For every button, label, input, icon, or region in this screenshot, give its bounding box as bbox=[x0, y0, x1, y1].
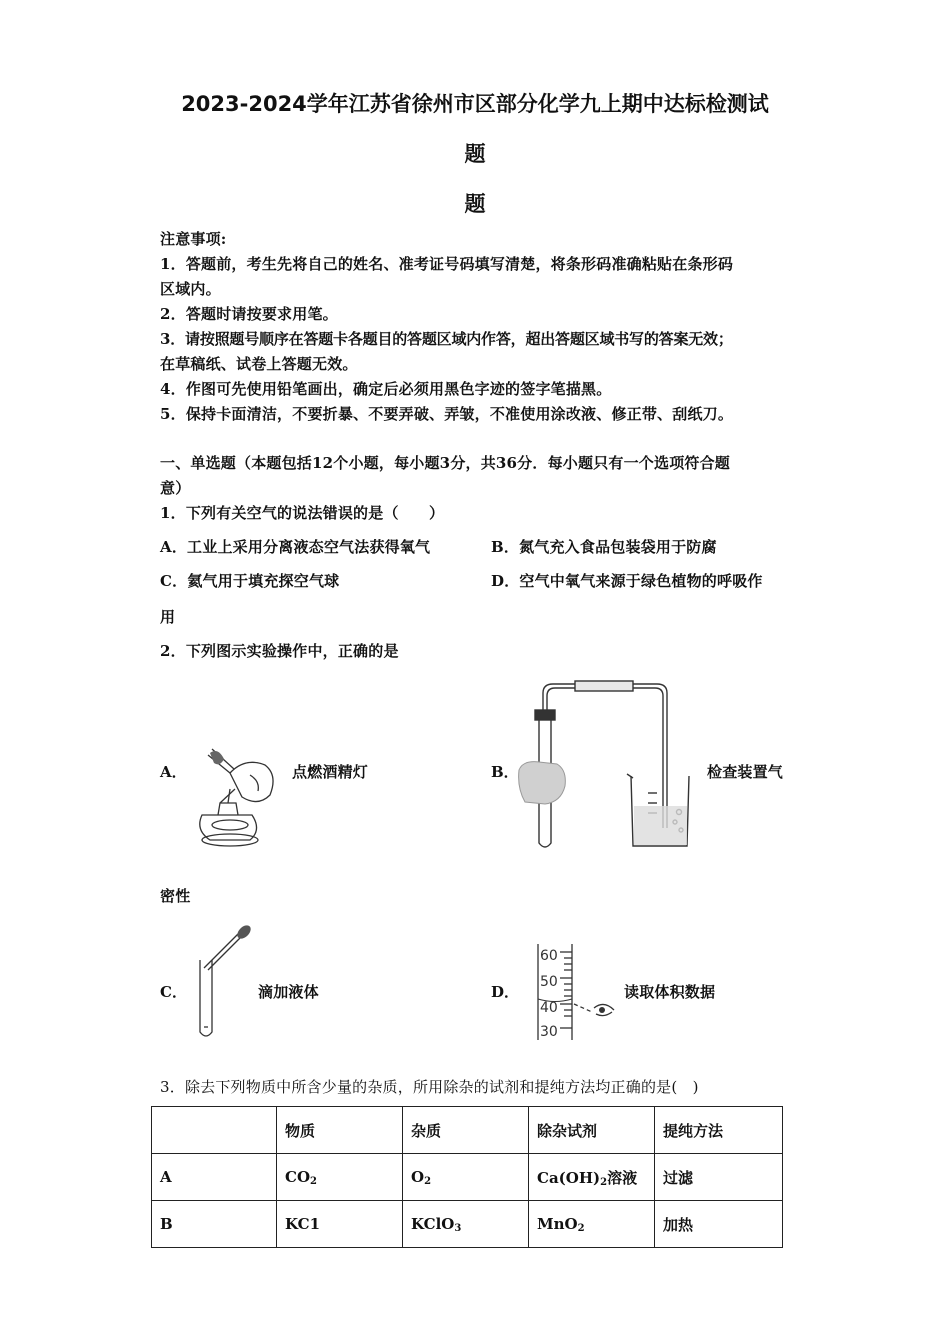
notice-item: 1．答题前，考生先将自己的姓名、准考证号码填写清楚，将条形码准确粘贴在条形码 bbox=[160, 255, 734, 273]
graduated-cylinder-figure bbox=[530, 942, 625, 1042]
page-title: 2023-2024学年江苏省徐州市区部分化学九上期中达标检测试 bbox=[181, 92, 769, 116]
cylinder-tick: 60 bbox=[540, 948, 558, 964]
table-header-cell: 除杂试剂 bbox=[529, 1107, 655, 1154]
table-header-cell bbox=[152, 1107, 277, 1154]
page-title-cont: 题 bbox=[464, 142, 486, 166]
q3-stem: 3．除去下列物质中所含少量的杂质，所用除杂的试剂和提纯方法均正确的是( ) bbox=[160, 1078, 699, 1096]
table-header-cell: 物质 bbox=[277, 1107, 403, 1154]
notice-item: 5．保持卡面清洁，不要折暴、不要弄破、弄皱，不准使用涂改液、修正带、刮纸刀。 bbox=[160, 405, 734, 423]
table-row bbox=[152, 1154, 783, 1201]
q2-option-b-cont: 密性 bbox=[160, 887, 191, 905]
method-cell: 加热 bbox=[655, 1201, 783, 1248]
q1-option-d: D．空气中氧气来源于绿色植物的呼吸作 bbox=[491, 572, 763, 590]
cylinder-tick: 40 bbox=[540, 1000, 558, 1016]
q3-table bbox=[151, 1106, 783, 1248]
q2-option-b-text: 检查装置气 bbox=[707, 763, 784, 781]
method-cell: 过滤 bbox=[655, 1154, 783, 1201]
notice-item: 3．请按照题号顺序在答题卡各题目的答题区域内作答，超出答题区域书写的答案无效； bbox=[160, 330, 733, 348]
reagent-cell: $Ca(OH)_2$溶液 bbox=[529, 1154, 655, 1201]
impurity-cell: KClO$_3$ bbox=[403, 1201, 529, 1248]
reagent-cell: MnO$_2$ bbox=[529, 1201, 655, 1248]
notice-item: 区域内。 bbox=[160, 280, 221, 298]
substance-cell: $CO_2$ bbox=[277, 1154, 403, 1201]
section-heading-cont: 意） bbox=[160, 479, 191, 497]
page-title-dup: 题 bbox=[464, 192, 486, 216]
q2-option-d-letter: D． bbox=[491, 983, 520, 1001]
notice-heading: 注意事项: bbox=[160, 230, 227, 248]
cylinder-tick: 30 bbox=[540, 1024, 558, 1040]
q2-option-c-letter: C． bbox=[160, 983, 187, 1001]
q2-stem: 2．下列图示实验操作中，正确的是 bbox=[160, 642, 399, 660]
section-heading: 一、单选题（本题包括12个小题，每小题3分，共36分．每小题只有一个选项符合题 bbox=[160, 454, 730, 472]
notice-item: 在草稿纸、试卷上答题无效。 bbox=[160, 355, 358, 373]
table-header-row bbox=[152, 1107, 783, 1154]
cylinder-tick: 50 bbox=[540, 974, 558, 990]
notice-item: 2．答题时请按要求用笔。 bbox=[160, 305, 338, 323]
q2-option-a-letter: A． bbox=[160, 763, 187, 781]
airtightness-check-figure bbox=[515, 678, 700, 856]
dropper-figure bbox=[190, 922, 255, 1042]
q1-option-b: B．氮气充入食品包装袋用于防腐 bbox=[491, 538, 717, 556]
q2-option-a-text: 点燃酒精灯 bbox=[292, 763, 369, 781]
row-label: A bbox=[152, 1154, 277, 1201]
table-row bbox=[152, 1201, 783, 1248]
row-label: B bbox=[152, 1201, 277, 1248]
q2-option-c-text: 滴加液体 bbox=[258, 983, 319, 1001]
table-header-cell: 提纯方法 bbox=[655, 1107, 783, 1154]
q1-option-c: C．氦气用于填充探空气球 bbox=[160, 572, 340, 590]
q1-stem: 1．下列有关空气的说法错误的是（ ） bbox=[160, 504, 445, 522]
impurity-cell: $O_2$ bbox=[403, 1154, 529, 1201]
q2-option-b-letter: B． bbox=[491, 763, 519, 781]
q1-option-a: A．工业上采用分离液态空气法获得氧气 bbox=[160, 538, 431, 556]
q1-option-d-cont: 用 bbox=[160, 608, 176, 626]
table-header-cell: 杂质 bbox=[403, 1107, 529, 1154]
substance-cell: KC1 bbox=[277, 1201, 403, 1248]
notice-item: 4．作图可先使用铅笔画出，确定后必须用黑色字迹的签字笔描黑。 bbox=[160, 380, 612, 398]
q2-option-d-text: 读取体积数据 bbox=[624, 983, 716, 1001]
alcohol-lamp-figure bbox=[190, 745, 285, 850]
